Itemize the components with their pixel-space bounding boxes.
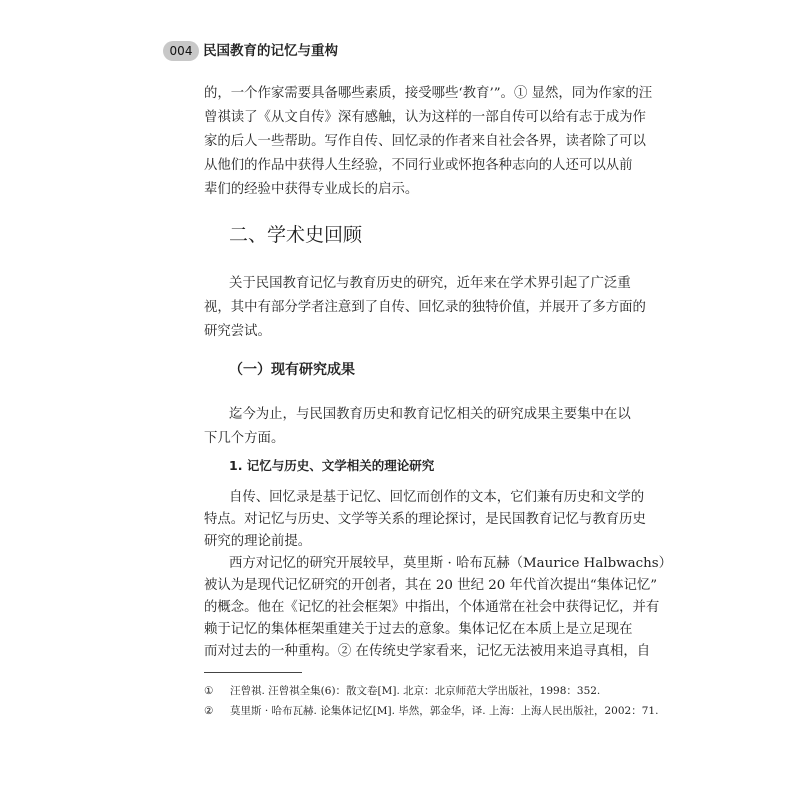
footnote-2	[204, 704, 658, 718]
text-line: 赖于记忆的集体框架重建关于过去的意象。集体记忆在本质上是立足现在	[204, 622, 633, 637]
footnote-1	[204, 684, 600, 698]
subsection-heading: （一）现有研究成果	[229, 362, 355, 378]
text-line: 研究的理论前提。	[204, 534, 312, 549]
text-line: 辈们的经验中获得专业成长的启示。	[204, 182, 419, 197]
text-line: 视，其中有部分学者注意到了自传、回忆录的独特价值，并展开了多方面的	[204, 300, 646, 315]
text-line: 而对过去的一种重构。② 在传统史学家看来，记忆无法被用来追寻真相，自	[204, 644, 651, 659]
text-line: 特点。对记忆与历史、文学等关系的理论探讨，是民国教育记忆与教育历史	[204, 512, 646, 527]
text-line: 的，一个作家需要具备哪些素质，接受哪些‘教育’”。① 显然，同为作家的汪	[204, 86, 653, 101]
text-line: 自传、回忆录是基于记忆、回忆而创作的文本，它们兼有历史和文学的	[229, 490, 645, 505]
text-line: 下几个方面。	[204, 431, 285, 446]
page-number-badge: 004	[163, 41, 199, 61]
footnote-mark: ①	[204, 685, 214, 697]
text-line: 家的后人一些帮助。写作自传、回忆录的作者来自社会各界，读者除了可以	[204, 134, 646, 149]
section-heading: 二、学术史回顾	[229, 224, 363, 246]
footnote-text: 汪曾祺. 汪曾祺全集(6)：散文卷[M]. 北京：北京师范大学出版社，1998：352.	[230, 685, 601, 697]
text-line: 被认为是现代记忆研究的开创者，其在 20 世纪 20 年代首次提出“集体记忆”	[204, 578, 658, 593]
subsubsection-heading: 1. 记忆与历史、文学相关的理论研究	[229, 458, 435, 473]
footnote-mark: ②	[204, 705, 214, 717]
text-line: 西方对记忆的研究开展较早，莫里斯 · 哈布瓦赫（Maurice Halbwachs）	[229, 556, 673, 571]
text-line: 研究尝试。	[204, 324, 271, 339]
text-line: 的概念。他在《记忆的社会框架》中指出，个体通常在社会中获得记忆，并有	[204, 600, 660, 615]
text-line: 关于民国教育记忆与教育历史的研究，近年来在学术界引起了广泛重	[229, 276, 631, 291]
footnote-divider	[204, 672, 302, 673]
page-header	[163, 38, 663, 64]
text-line: 曾祺读了《从文自传》深有感触，认为这样的一部自传可以给有志于成为作	[204, 110, 646, 125]
text-line: 从他们的作品中获得人生经验，不同行业或怀抱各种志向的人还可以从前	[204, 158, 633, 173]
footnote-text: 莫里斯 · 哈布瓦赫. 论集体记忆[M]. 毕然，郭金华，译. 上海：上海人民出版社，2002：71.	[230, 705, 659, 717]
running-title: 民国教育的记忆与重构	[203, 43, 338, 59]
text-line: 迄今为止，与民国教育历史和教育记忆相关的研究成果主要集中在以	[229, 407, 631, 422]
